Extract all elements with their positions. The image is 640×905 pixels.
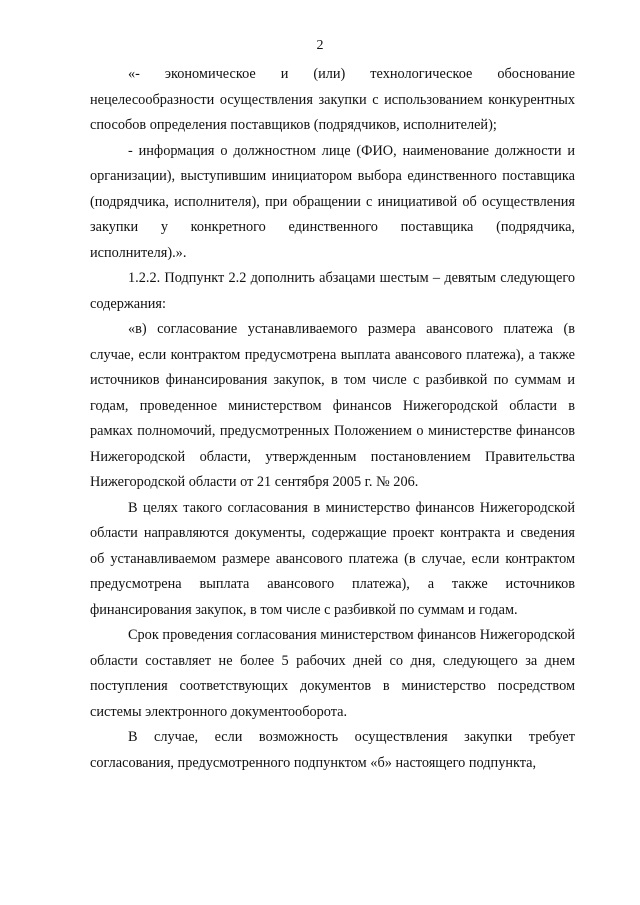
paragraph-initiator-info-item: - информация о должностном лице (ФИО, наименование должности и организации), выступившим инициатором выбора единственного поставщика (подрядчика, исполнителя), при обращении с инициативой об осуществления закупки у конкретного единственного поставщика (подрядчика, исполнителя).». [90,142,575,261]
paragraph-advance-payment-approval: «в) согласование устанавливаемого размера авансового платежа (в случае, если контрактом предусмотрена выплата авансового платежа), а также источников финансирования закупок, в том числе с разбивкой по суммам и годам, проведенное министерством финансов Нижегородской области в рамках полномочий, предусмотренных Положением о министерстве финансов Нижегородской области, утвержденным постановлением Правительства Нижегородской области от 21 сентября 2005 г. № 206. [90,321,575,490]
document-body [90,62,575,776]
paragraph-approval-term: Срок проведения согласования министерством финансов Нижегородской области составляет не более 5 рабочих дней со дня, следующего за днем поступления соответствующих документов в министерство посредством системы электронного документооборота. [90,627,575,720]
page-number: 2 [316,38,324,53]
paragraph-approval-documents: В целях такого согласования в министерство финансов Нижегородской области направляются документы, содержащие проект контракта и сведения об устанавливаемом размере авансового платежа (в случае, если контрактом предусмотрена выплата авансового платежа), а также источников финансирования закупок, в том числе с разбивкой по суммам и годам. [90,499,575,618]
paragraph-approval-case: В случае, если возможность осуществления закупки требует согласования, предусмотренного подпунктом «б» настоящего подпункта, [90,729,575,771]
paragraph-justification-item: «- экономическое и (или) технологическое обоснование нецелесообразности осуществления закупки с использованием конкурентных способов определения поставщиков (подрядчиков, исполнителей); [90,66,575,133]
paragraph-subclause-1-2-2: 1.2.2. Подпункт 2.2 дополнить абзацами шестым – девятым следующего содержания: [90,270,575,312]
